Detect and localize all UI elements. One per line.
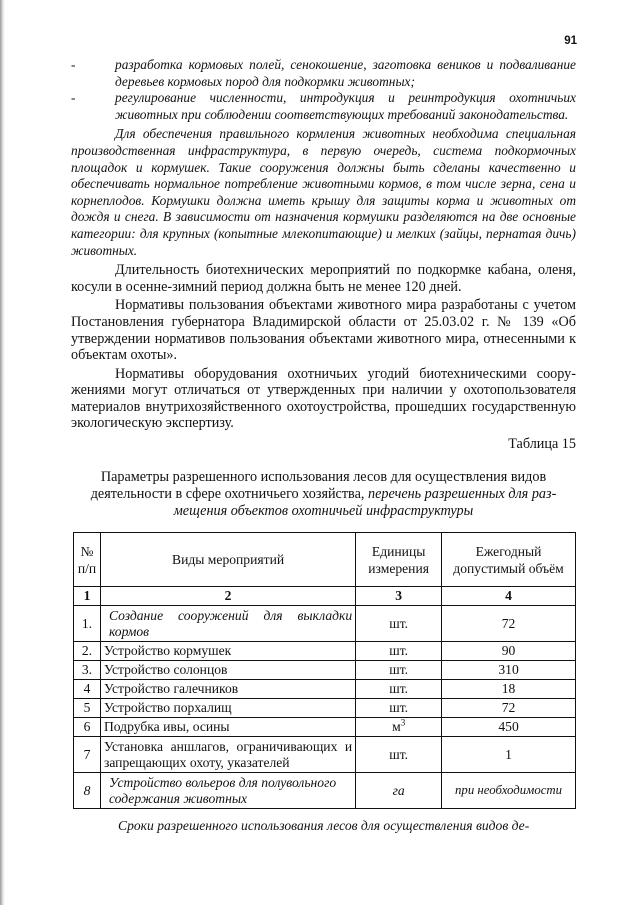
row-unit: шт. bbox=[356, 699, 442, 718]
row-volume: 310 bbox=[442, 661, 576, 680]
table-caption-italic: перечень разрешенных для размещения объектов охотничьей инфраструктуры bbox=[173, 485, 557, 519]
row-volume: 72 bbox=[442, 699, 576, 718]
body-text bbox=[71, 57, 576, 520]
table-label: Таблица 15 bbox=[508, 436, 576, 453]
header-num: № п/п bbox=[74, 533, 101, 587]
row-number: 3. bbox=[74, 661, 101, 680]
header-volume: Ежегодный допустимый объём bbox=[442, 533, 576, 587]
table-row bbox=[74, 718, 576, 737]
row-volume: 1 bbox=[442, 737, 576, 773]
colnum-cell: 4 bbox=[442, 587, 576, 606]
parameters-table bbox=[73, 532, 576, 809]
header-unit: Единицы измерения bbox=[356, 533, 442, 587]
row-number: 7 bbox=[74, 737, 101, 773]
row-activity: Подрубка ивы, осины bbox=[100, 718, 355, 737]
paragraph-equipment: Нормативы оборудования охотничьих угодий биотехническими сооружениями могут отличаться от утвержденных при наличии у охотопользователя материалов внутрихозяйственного охотоустройства, прошедших государственную экологическую экспертизу. bbox=[71, 365, 576, 432]
row-unit bbox=[356, 718, 442, 737]
row-volume: 90 bbox=[442, 642, 576, 661]
table-header-row bbox=[74, 533, 576, 587]
row-activity: Устройство вольеров для полувольного содержания животных bbox=[100, 773, 355, 809]
row-activity: Устройство солонцов bbox=[100, 661, 355, 680]
table-row bbox=[74, 642, 576, 661]
row-unit: шт. bbox=[356, 661, 442, 680]
row-number: 4 bbox=[74, 680, 101, 699]
paragraph-infrastructure: Для обеспечения правильного кормления животных необходима специальная производственная инфраструктура, в первую очередь, система подкормочных площадок и кормушек. Такие сооружения должны быть сделаны качественно и обеспечивать нормальное потребление животными кормов, в том числе зерна, сена и корнеплодов. Кормушки должна иметь крышу для защиты корма и животных от дождя и снега. В зависимости от назначения кормушки разделяются на две основные категории: для крупных (копытные млекопитающие) и мелких (зайцы, пернатая дичь) животных. bbox=[71, 126, 576, 258]
colnum-cell: 2 bbox=[100, 587, 355, 606]
table-caption-plain: Параметры разрешенного использования лесов для осуществления видов деятельности в сфере охотничьего хозяйства, bbox=[90, 468, 547, 502]
row-number: 8 bbox=[74, 773, 101, 809]
paragraph-duration: Длительность биотехнических мероприятий по подкормке кабана, оленя, косули в осенне-зимний период должна быть не менее 120 дней. bbox=[71, 262, 576, 295]
row-unit: га bbox=[356, 773, 442, 809]
page-number: 91 bbox=[564, 35, 577, 47]
row-activity: Создание сооружений для выкладки кормов bbox=[100, 606, 355, 642]
row-unit: шт. bbox=[356, 737, 442, 773]
table-colnum-row bbox=[74, 587, 576, 606]
row-unit: шт. bbox=[356, 606, 442, 642]
table-row bbox=[74, 680, 576, 699]
row-activity: Устройство галечников bbox=[100, 680, 355, 699]
row-volume: при необходимости bbox=[442, 773, 576, 809]
row-number: 5 bbox=[74, 699, 101, 718]
table-row bbox=[74, 737, 576, 773]
row-number: 2. bbox=[74, 642, 101, 661]
unit-text: м bbox=[392, 719, 401, 734]
table-row bbox=[74, 661, 576, 680]
row-activity: Установка аншлагов, ограничивающих и запрещающих охоту, указателей bbox=[100, 737, 355, 773]
bullet-item: - разработка кормовых полей, сенокошение, заготовка веников и подваливание деревьев кормовых пород для подкормки животных; bbox=[71, 57, 576, 89]
row-volume: 450 bbox=[442, 718, 576, 737]
table-row bbox=[74, 773, 576, 809]
row-volume: 18 bbox=[442, 680, 576, 699]
header-activity: Виды мероприятий bbox=[100, 533, 355, 587]
colnum-cell: 1 bbox=[74, 587, 101, 606]
row-unit: шт. bbox=[356, 642, 442, 661]
row-activity: Устройство кормушек bbox=[100, 642, 355, 661]
continuation-text: Сроки разрешенного использования лесов для осуществления видов де- bbox=[118, 818, 530, 833]
colnum-cell: 3 bbox=[356, 587, 442, 606]
row-unit: шт. bbox=[356, 680, 442, 699]
scan-edge bbox=[0, 0, 5, 905]
table-caption bbox=[71, 469, 576, 520]
unit-superscript: 3 bbox=[400, 717, 406, 728]
bullet-item: - регулирование численности, интродукция и реинтродукция охотничьих животных при соблюдении соответствующих требований законодательства. bbox=[71, 90, 576, 122]
bullet-text: регулирование численности, интродукция и реинтродукция охотничьих животных при соблюдении соответствующих требований законодательства. bbox=[115, 90, 576, 122]
table-row bbox=[74, 699, 576, 718]
paragraph-norms: Нормативы пользования объектами животного мира разработаны с учетом Постановления губернатора Владимирской области от 25.03.02 г. № 139 «Об утверждении нормативов пользования объектами животного мира, отнесенными к объектам охоты». bbox=[71, 297, 576, 364]
bullet-text: разработка кормовых полей, сенокошение, заготовка веников и подваливание деревьев кормовых пород для подкормки животных; bbox=[115, 57, 576, 89]
table-row bbox=[74, 606, 576, 642]
row-number: 1. bbox=[74, 606, 101, 642]
row-activity: Устройство порхалищ bbox=[100, 699, 355, 718]
row-volume: 72 bbox=[442, 606, 576, 642]
row-number: 6 bbox=[74, 718, 101, 737]
